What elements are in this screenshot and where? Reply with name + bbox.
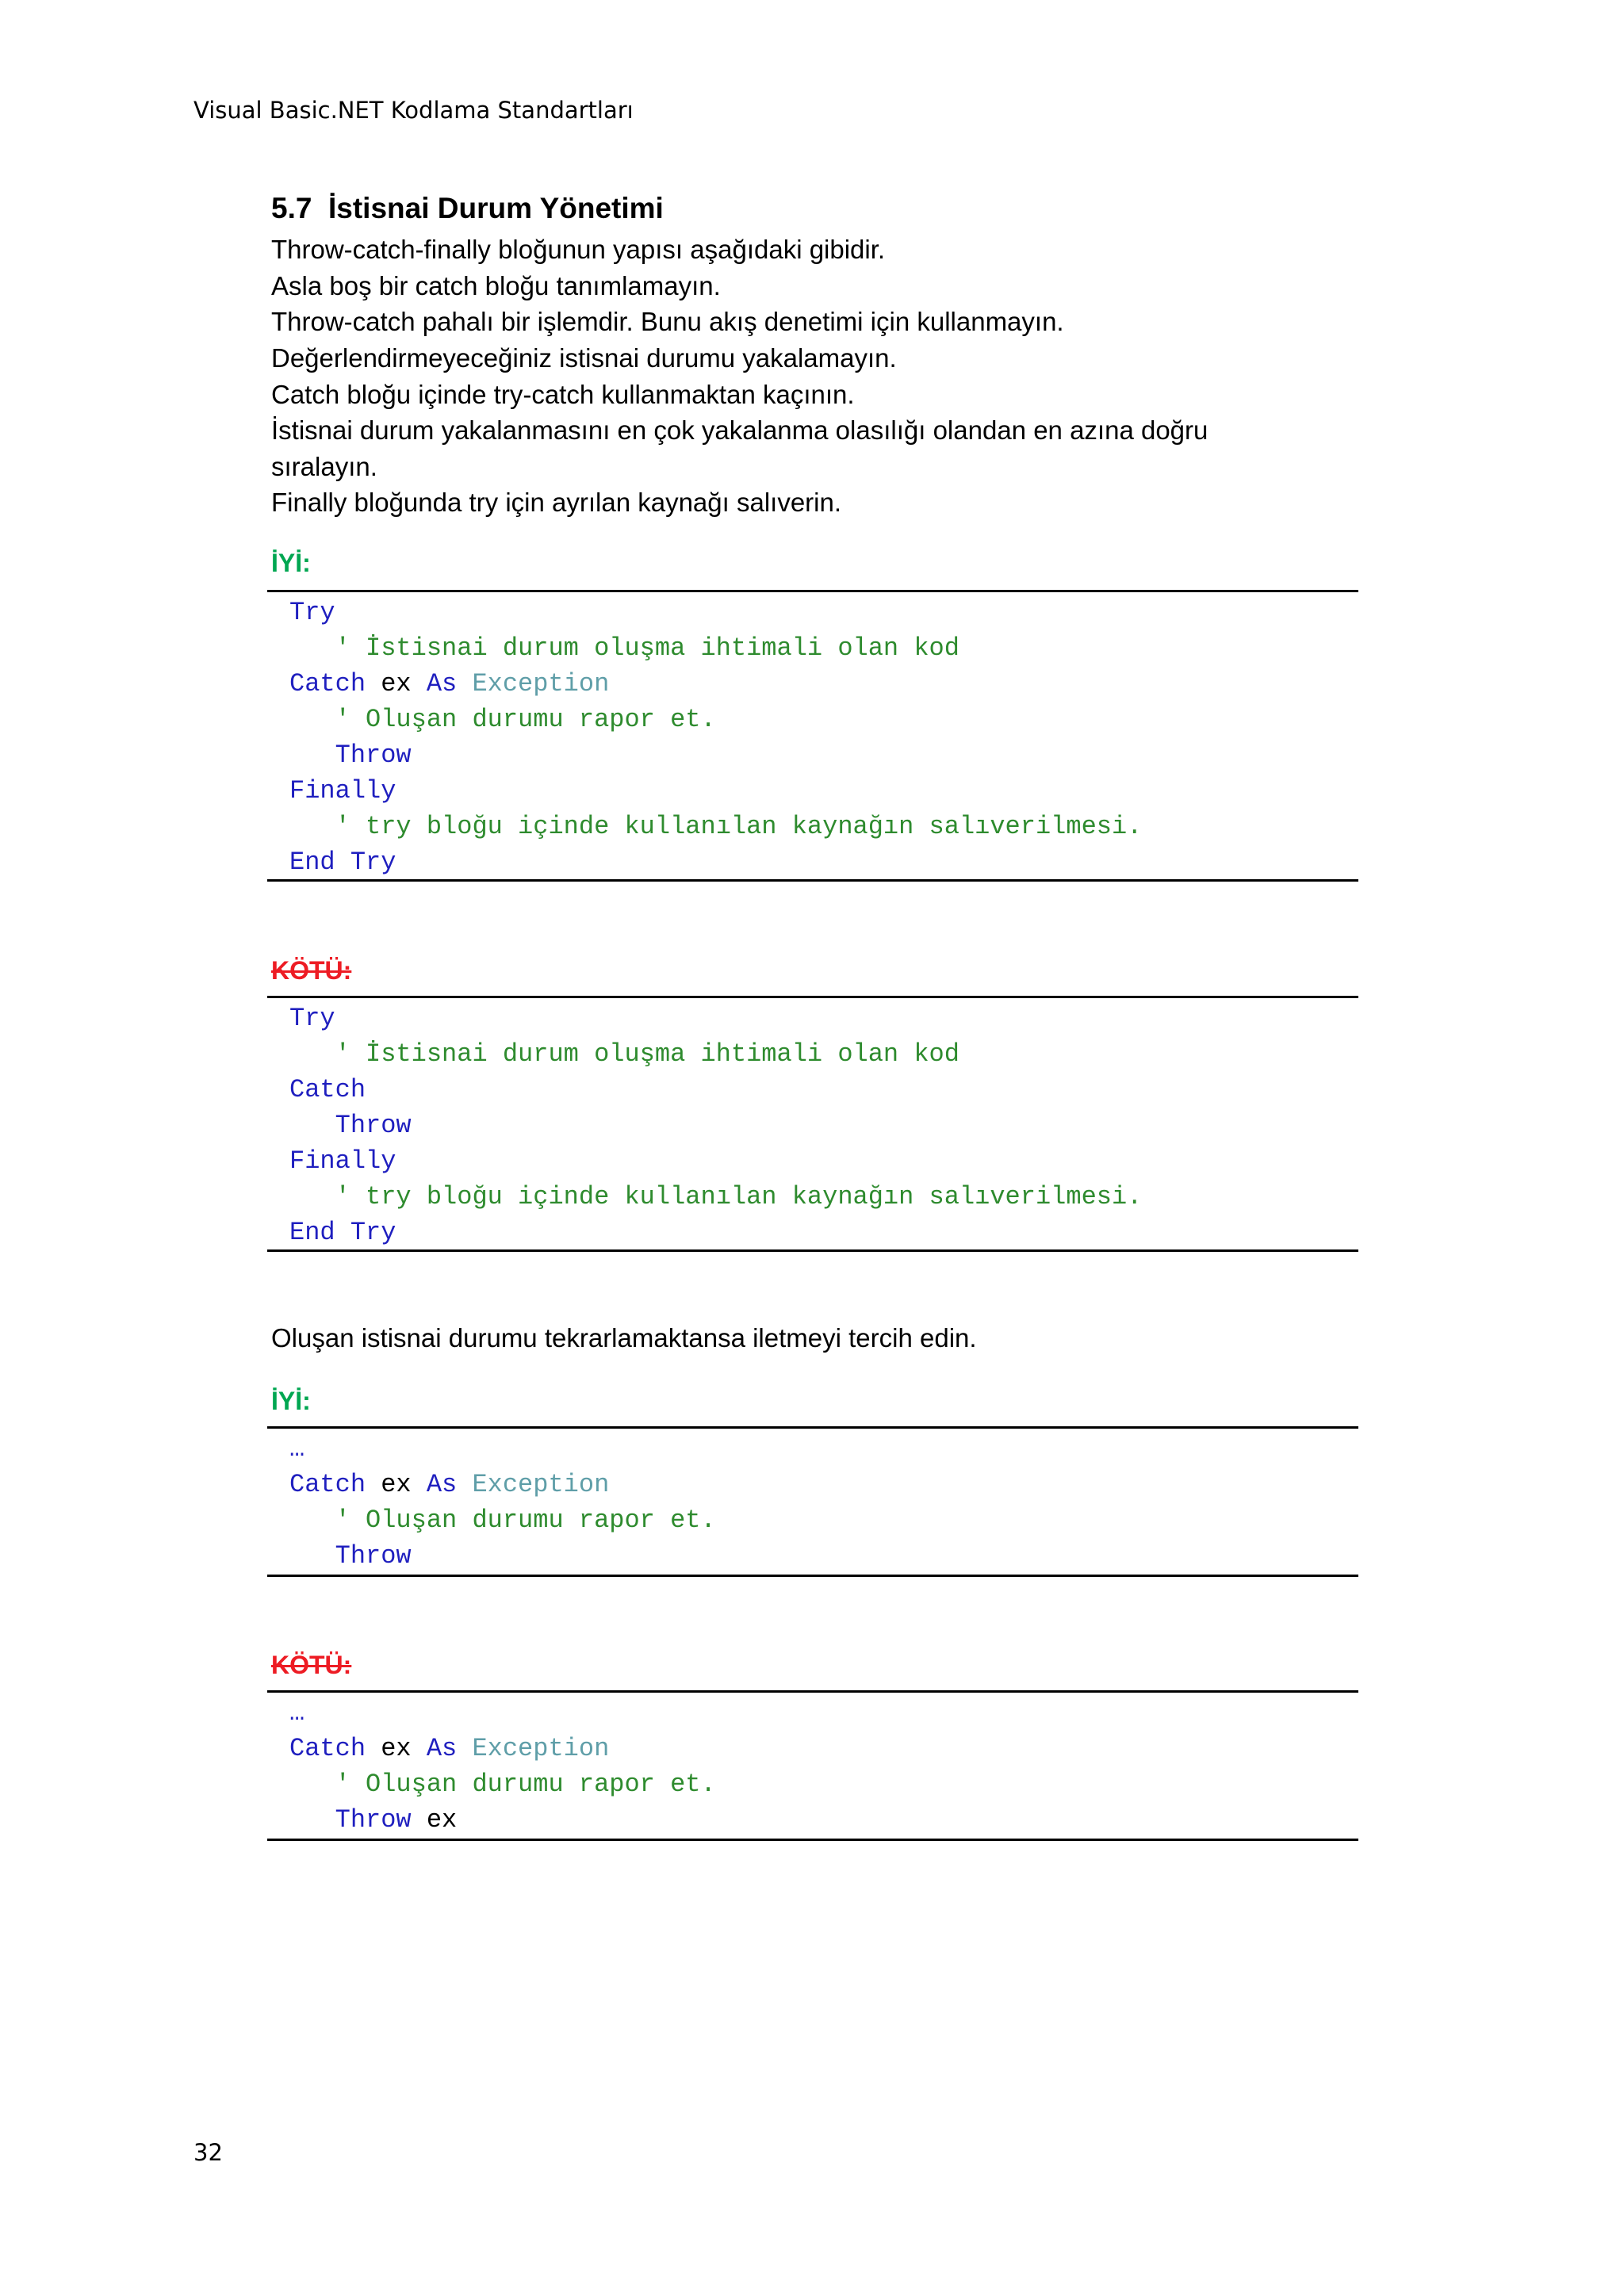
type-name: Exception — [472, 1734, 610, 1763]
paragraph-line: Throw-catch-finally bloğunun yapısı aşağıdaki gibidir. — [271, 235, 886, 264]
page-number: 32 — [193, 2139, 223, 2166]
paragraph-line: sıralayın. — [271, 452, 377, 481]
code-line — [289, 702, 716, 737]
paragraph-line: İstisnai durum yakalanmasını en çok yakalanma olasılığı olandan en azına doğru — [271, 415, 1208, 445]
keyword: End Try — [289, 848, 396, 877]
good-label: İYİ: — [271, 1387, 311, 1415]
code-block-bad-rethrow — [267, 1690, 1358, 1841]
code-block-good-rethrow — [267, 1426, 1358, 1577]
code-line — [289, 595, 335, 630]
keyword: Throw — [335, 1805, 412, 1835]
code-line — [289, 1696, 304, 1731]
keyword: Throw — [335, 1111, 412, 1140]
keyword: As — [426, 669, 458, 698]
code-comment: ' try bloğu içinde kullanılan kaynağın salıverilmesi. — [335, 1182, 1143, 1211]
identifier: ex — [381, 1734, 412, 1763]
identifier: ex — [426, 1805, 458, 1835]
code-block-good-structure — [267, 590, 1358, 882]
keyword: As — [426, 1470, 458, 1499]
code-line — [289, 1732, 609, 1766]
identifier: ex — [381, 669, 412, 698]
paragraph-line: Throw-catch pahalı bir işlemdir. Bunu akış denetimi için kullanmayın. — [271, 307, 1064, 336]
code-line — [289, 1144, 396, 1179]
keyword: Throw — [335, 740, 412, 770]
code-line — [289, 667, 609, 702]
code-line — [289, 1037, 959, 1072]
keyword: End Try — [289, 1218, 396, 1247]
section-title: 5.7 İstisnai Durum Yönetimi — [271, 192, 664, 224]
ellipsis: … — [289, 1698, 305, 1728]
code-comment: ' Oluşan durumu rapor et. — [335, 705, 716, 734]
code-line — [289, 1468, 609, 1502]
keyword: Finally — [289, 1146, 396, 1176]
identifier: ex — [381, 1470, 412, 1499]
keyword: Catch — [289, 1470, 366, 1499]
paragraph-line: Finally bloğunda try için ayrılan kaynağı salıverin. — [271, 488, 842, 517]
rethrow-note: Oluşan istisnai durumu tekrarlamaktansa iletmeyi tercih edin. — [271, 1323, 977, 1353]
code-line — [289, 1180, 1142, 1215]
code-line — [289, 1108, 412, 1143]
code-line — [289, 1767, 716, 1802]
keyword: As — [426, 1734, 458, 1763]
keyword: Catch — [289, 1075, 366, 1104]
keyword: Catch — [289, 669, 366, 698]
type-name: Exception — [472, 669, 610, 698]
code-comment: ' Oluşan durumu rapor et. — [335, 1506, 716, 1535]
keyword: Try — [289, 598, 335, 627]
paragraph-line: Catch bloğu içinde try-catch kullanmaktan kaçının. — [271, 380, 855, 409]
code-line — [289, 1803, 457, 1838]
ellipsis: … — [289, 1434, 305, 1464]
code-line — [289, 1503, 716, 1538]
code-line — [289, 738, 412, 773]
running-header: Visual Basic.NET Kodlama Standartları — [193, 97, 634, 124]
keyword: Try — [289, 1004, 335, 1033]
code-line — [289, 845, 396, 880]
code-line — [289, 774, 396, 809]
type-name: Exception — [472, 1470, 610, 1499]
paragraph-line: Değerlendirmeyeceğiniz istisnai durumu yakalamayın. — [271, 343, 897, 373]
keyword: Finally — [289, 776, 396, 806]
code-comment: ' İstisnai durum oluşma ihtimali olan kod — [335, 633, 959, 663]
bad-label: KÖTÜ: — [271, 956, 352, 985]
code-block-bad-structure — [267, 996, 1358, 1252]
code-line — [289, 1539, 412, 1574]
code-line — [289, 631, 959, 666]
code-line — [289, 809, 1142, 844]
paragraph-line: Asla boş bir catch bloğu tanımlamayın. — [271, 271, 721, 300]
code-line — [289, 1432, 304, 1467]
good-label: İYİ: — [271, 549, 311, 577]
code-comment: ' try bloğu içinde kullanılan kaynağın salıverilmesi. — [335, 812, 1143, 841]
code-line — [289, 1215, 396, 1250]
keyword: Throw — [335, 1541, 412, 1571]
bad-label: KÖTÜ: — [271, 1651, 352, 1679]
code-comment: ' Oluşan durumu rapor et. — [335, 1770, 716, 1799]
code-comment: ' İstisnai durum oluşma ihtimali olan kod — [335, 1039, 959, 1069]
code-line — [289, 1001, 335, 1036]
code-line — [289, 1073, 366, 1108]
keyword: Catch — [289, 1734, 366, 1763]
